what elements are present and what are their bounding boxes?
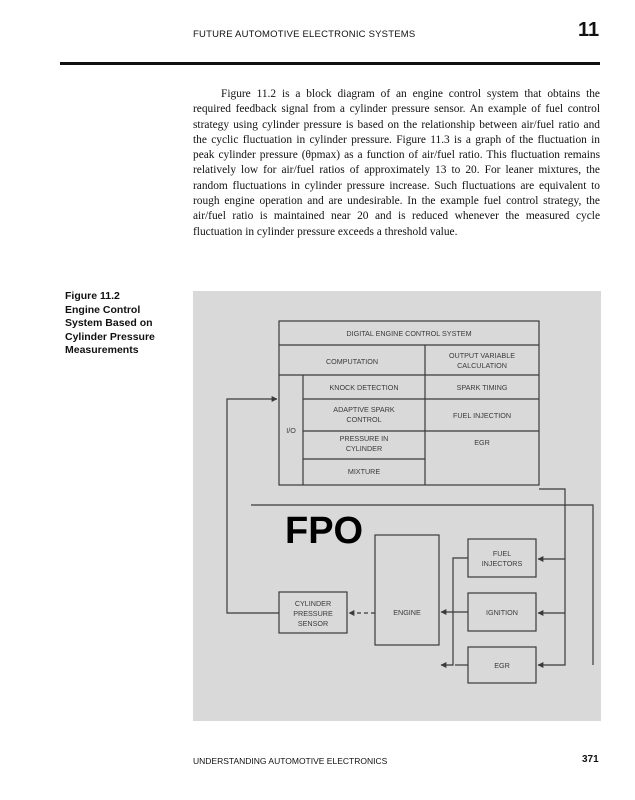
io-label: I/O <box>286 426 296 435</box>
pressure-in-cylinder-label: PRESSURE IN <box>339 434 389 443</box>
caption-line: Figure 11.2 <box>65 290 120 302</box>
body-paragraph: Figure 11.2 is a block diagram of an engine control system that obtains the required feedback signal from a cylinder pressure sensor. An example of fuel control strategy using cylinder pressure is based on the relationship between air/fuel ratio and the cyclic fluctuation in cylinder pressure. Figure 11.3 is a graph of the fluctuation in peak cylinder pressure (θpmax) as a function of air/fuel ratio. This fluctuation remains relatively low for air/fuel ratios of approximately 13 to 20. For leaner mixtures, the random fluctuations in cylinder pressure increase. Such fluctuations are equivalent to rough engine operation and are undesirable. In the example fuel control strategy, the air/fuel ratio is maintained near 20 and is reduced whenever the measured cycle fluctuation in cylinder pressure exceeds a threshold value. <box>193 88 601 238</box>
cylinder-pressure-sensor-label: SENSOR <box>297 619 329 628</box>
fuel-injection-label: FUEL INJECTION <box>452 411 512 420</box>
ignition-label: IGNITION <box>486 608 518 617</box>
spark-timing-label: SPARK TIMING <box>456 383 508 392</box>
output-variable-label: CALCULATION <box>457 361 507 370</box>
cylinder-pressure-sensor-label: CYLINDER <box>294 599 332 608</box>
adaptive-spark-label: CONTROL <box>346 415 382 424</box>
mixture-label: MIXTURE <box>347 467 381 476</box>
fuel-injectors-label: INJECTORS <box>481 559 523 568</box>
figure-background <box>193 291 601 721</box>
egr-box-label: EGR <box>494 661 510 670</box>
running-header: FUTURE AUTOMOTIVE ELECTRONIC SYSTEMS <box>193 29 416 40</box>
figure-caption <box>65 290 175 358</box>
egr-control-label: EGR <box>474 438 490 447</box>
cylinder-pressure-sensor-label: PRESSURE <box>293 609 333 618</box>
computation-label: COMPUTATION <box>325 357 379 366</box>
figure-title: DIGITAL ENGINE CONTROL SYSTEM <box>346 329 472 338</box>
engine-control-block-diagram <box>193 291 601 721</box>
fuel-injectors-label: FUEL <box>492 549 512 558</box>
pressure-in-cylinder-label: CYLINDER <box>345 444 383 453</box>
knock-detection-label: KNOCK DETECTION <box>329 383 399 392</box>
caption-line: System Based on <box>65 317 153 329</box>
adaptive-spark-label: ADAPTIVE SPARK <box>333 405 395 414</box>
engine-label: ENGINE <box>393 608 421 617</box>
page-number: 371 <box>582 754 599 765</box>
caption-line: Engine Control <box>65 303 141 316</box>
caption-line: Cylinder Pressure <box>65 330 155 343</box>
caption-line: Measurements <box>65 344 139 356</box>
output-variable-label: OUTPUT VARIABLE <box>448 351 516 360</box>
fpo-mark: FPO <box>285 510 364 552</box>
running-footer: UNDERSTANDING AUTOMOTIVE ELECTRONICS <box>193 756 388 766</box>
header-rule <box>60 62 600 65</box>
chapter-number: 11 <box>578 19 600 41</box>
